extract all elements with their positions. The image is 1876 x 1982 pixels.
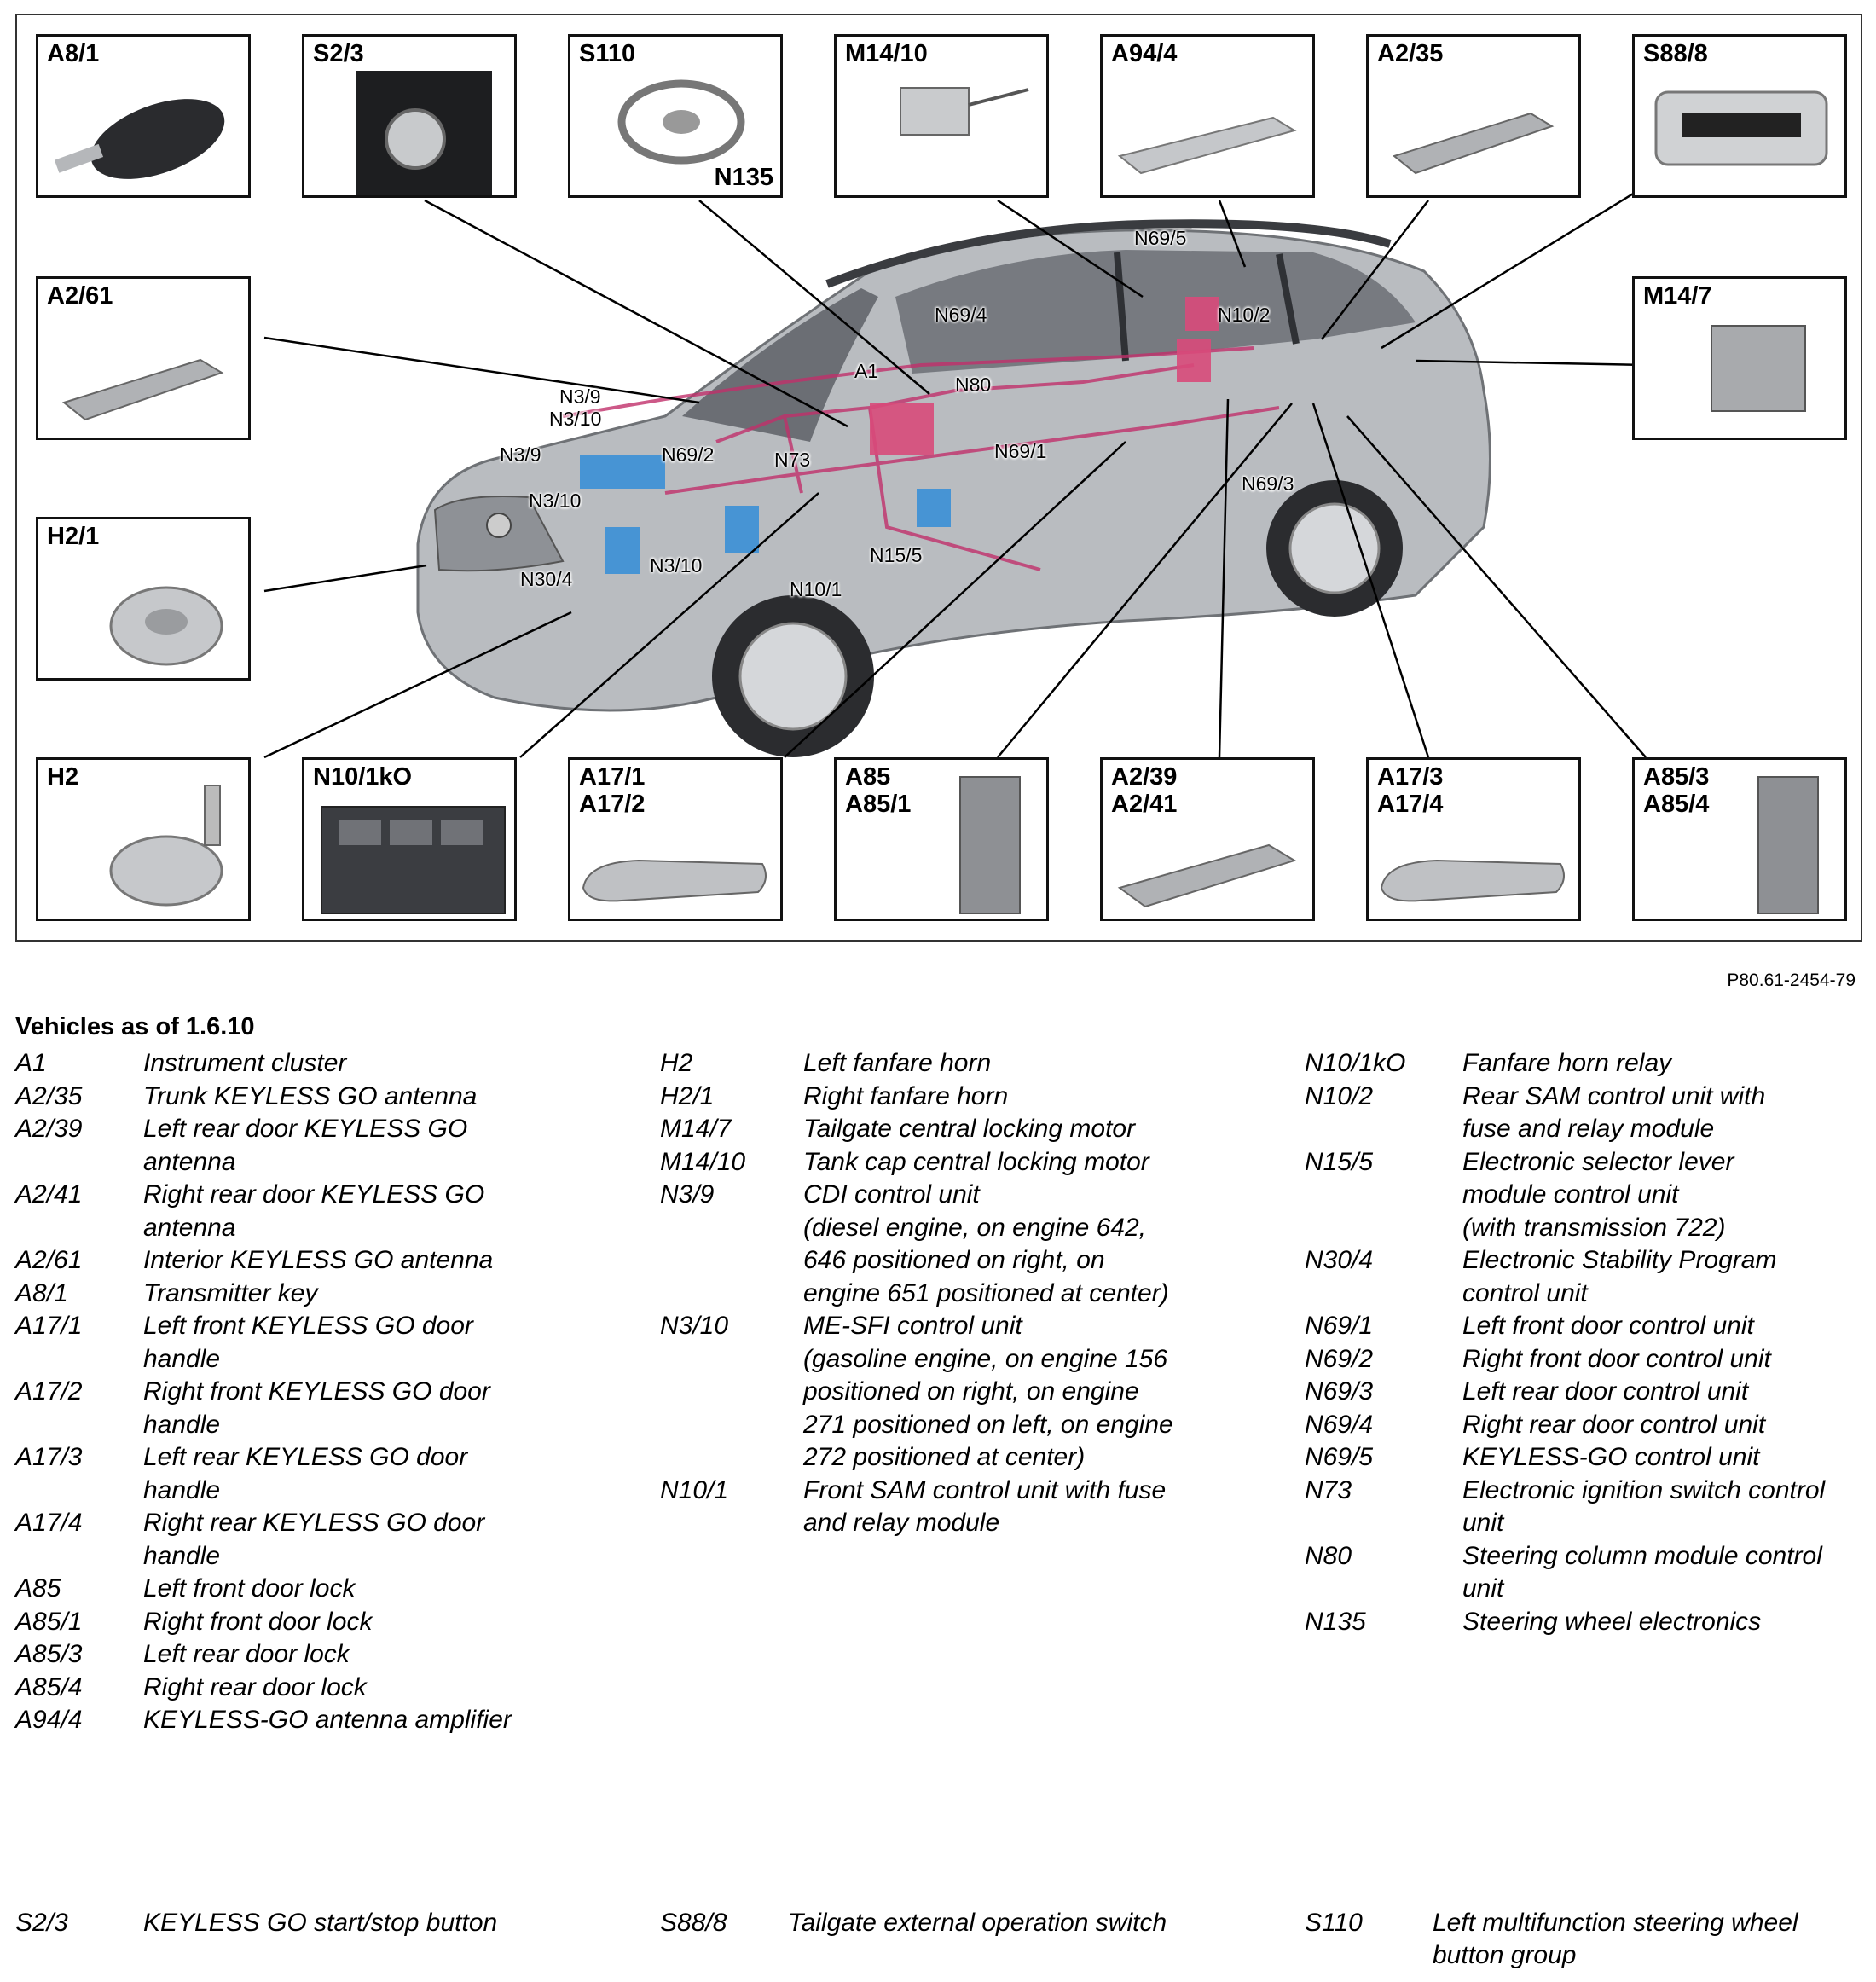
component-label: A2/39 A2/41 xyxy=(1111,763,1178,818)
legend-desc: Transmitter key xyxy=(143,1278,318,1307)
legend-row xyxy=(1305,1441,1876,1475)
component-box-a8-1 xyxy=(36,34,251,198)
legend-desc: Right rear door control unit xyxy=(1462,1410,1766,1439)
component-box-h2-1 xyxy=(36,517,251,681)
component-label: H2/1 xyxy=(47,523,100,550)
legend-row xyxy=(1305,1146,1876,1245)
legend-row xyxy=(15,1376,587,1441)
module-N15-5 xyxy=(917,489,951,527)
legend-row xyxy=(15,1244,587,1278)
component-box-s88-8 xyxy=(1632,34,1847,198)
legend-code: H2 xyxy=(660,1049,693,1077)
legend-row xyxy=(1305,1606,1876,1639)
legend-code: A94/4 xyxy=(15,1706,83,1734)
legend-row xyxy=(15,1573,587,1606)
legend-row xyxy=(15,1672,587,1705)
legend-code: A85/1 xyxy=(15,1607,83,1636)
legend-row xyxy=(15,1507,587,1573)
legend-code: S110 xyxy=(1305,1909,1363,1937)
legend-code: A17/4 xyxy=(15,1509,83,1537)
legend-desc: Electronic Stability Program control unit xyxy=(1462,1246,1777,1307)
component-box-n10-1ko xyxy=(302,757,517,921)
legend-code: A8/1 xyxy=(15,1278,68,1307)
callout-n69-2: N69/2 xyxy=(662,443,715,466)
component-sublabel: N135 xyxy=(714,164,773,191)
legend-code: N10/1 xyxy=(660,1475,729,1504)
legend-desc: Electronic ignition switch control unit xyxy=(1462,1475,1826,1537)
legend-desc: KEYLESS GO start/stop button xyxy=(143,1909,498,1937)
component-box-a17-1-a17-2 xyxy=(568,757,783,921)
callout-n80: N80 xyxy=(955,374,992,396)
legend-code: A17/2 xyxy=(15,1377,83,1405)
component-box-s110 xyxy=(568,34,783,198)
legend-bottom-row xyxy=(15,1907,497,1939)
legend-desc: Left rear door control unit xyxy=(1462,1377,1749,1405)
legend-code: N69/5 xyxy=(1305,1443,1374,1471)
legend-row xyxy=(1305,1376,1876,1409)
legend-code: N135 xyxy=(1305,1607,1366,1636)
component-box-a2-35 xyxy=(1366,34,1581,198)
legend-desc: Left front door control unit xyxy=(1462,1312,1754,1340)
legend-desc: Right front door control unit xyxy=(1462,1344,1771,1373)
module-N10-1 xyxy=(725,506,759,553)
legend-desc: Left multifunction steering wheel button group xyxy=(1433,1909,1798,1969)
component-label: S88/8 xyxy=(1643,40,1708,67)
component-box-a2-39-a2-41 xyxy=(1100,757,1315,921)
legend-row xyxy=(15,1441,587,1507)
component-label: A17/1 A17/2 xyxy=(579,763,646,818)
callout-n15-5: N15/5 xyxy=(870,544,923,566)
legend-row xyxy=(1305,1244,1876,1310)
callout-n3-10: N3/10 xyxy=(529,490,582,512)
legend-row xyxy=(15,1638,587,1672)
legend-desc: KEYLESS-GO control unit xyxy=(1462,1443,1760,1471)
legend-bottom-row xyxy=(660,1907,1167,1939)
module-A1 xyxy=(870,403,934,455)
module-N10-2 xyxy=(1177,339,1211,382)
legend-code: M14/10 xyxy=(660,1147,746,1176)
legend-code: A1 xyxy=(15,1049,47,1077)
legend-desc: Instrument cluster xyxy=(143,1049,347,1077)
component-location-figure xyxy=(15,14,1862,942)
legend-title: Vehicles as of 1.6.10 xyxy=(15,1013,255,1040)
legend-column-1 xyxy=(15,1047,587,1737)
legend-code: A2/35 xyxy=(15,1081,83,1110)
component-label: S2/3 xyxy=(313,40,364,67)
legend-code: H2/1 xyxy=(660,1081,715,1110)
legend-row xyxy=(660,1047,1247,1081)
legend-desc: Right front door lock xyxy=(143,1607,373,1636)
callout-n3-10: N3/10 xyxy=(650,554,703,577)
legend-desc: Right fanfare horn xyxy=(803,1081,1009,1110)
legend-desc: Steering wheel electronics xyxy=(1462,1607,1762,1636)
component-box-a85-3-a85-4 xyxy=(1632,757,1847,921)
legend-desc: Front SAM control unit with fuse and relay module xyxy=(803,1475,1167,1537)
legend-desc: Interior KEYLESS GO antenna xyxy=(143,1246,494,1274)
legend-code: A2/41 xyxy=(15,1180,83,1208)
legend-column-3 xyxy=(1305,1047,1876,1638)
component-label: A17/3 A17/4 xyxy=(1377,763,1444,818)
legend-code: A17/3 xyxy=(15,1443,83,1471)
legend-code: N3/9 xyxy=(660,1180,715,1208)
legend-desc: Left rear KEYLESS GO door handle xyxy=(143,1443,468,1504)
callout-n3-10: N3/10 xyxy=(549,408,602,430)
component-label: A2/35 xyxy=(1377,40,1444,67)
legend-code: N69/4 xyxy=(1305,1410,1374,1439)
legend-row xyxy=(1305,1540,1876,1606)
component-label: M14/10 xyxy=(845,40,928,67)
callout-a1: A1 xyxy=(854,360,879,382)
legend-code: N10/2 xyxy=(1305,1081,1374,1110)
legend-desc: ME-SFI control unit (gasoline engine, on engine 156 positioned on right, on engine 271 positioned on left, on engine 272 positioned at center) xyxy=(803,1312,1173,1471)
legend-code: N69/2 xyxy=(1305,1344,1374,1373)
legend-code: N69/3 xyxy=(1305,1377,1374,1405)
callout-n10-2: N10/2 xyxy=(1218,304,1271,326)
legend-bottom-row xyxy=(1305,1907,1798,1972)
legend-code: N15/5 xyxy=(1305,1147,1374,1176)
legend-desc: Right rear door KEYLESS GO antenna xyxy=(143,1180,485,1242)
legend-code: N30/4 xyxy=(1305,1246,1374,1274)
legend-desc: Tank cap central locking motor xyxy=(803,1147,1149,1176)
callout-n73: N73 xyxy=(774,449,811,471)
legend-row xyxy=(15,1113,587,1179)
component-box-a94-4 xyxy=(1100,34,1315,198)
legend-code: A85 xyxy=(15,1574,61,1602)
component-label: A85/3 A85/4 xyxy=(1643,763,1710,818)
component-box-h2 xyxy=(36,757,251,921)
legend-row xyxy=(1305,1081,1876,1146)
legend-desc: Fanfare horn relay xyxy=(1462,1049,1672,1077)
legend-desc: Rear SAM control unit with fuse and relay module xyxy=(1462,1081,1766,1143)
legend-row xyxy=(660,1081,1247,1114)
legend-desc: Right rear KEYLESS GO door handle xyxy=(143,1509,485,1570)
component-label: N10/1kO xyxy=(313,763,413,791)
callout-n3-9: N3/9 xyxy=(559,385,601,408)
legend-row xyxy=(1305,1310,1876,1343)
legend-row xyxy=(660,1310,1247,1475)
legend-row xyxy=(15,1081,587,1114)
legend-row xyxy=(1305,1343,1876,1376)
legend-row xyxy=(1305,1475,1876,1540)
callout-n69-3: N69/3 xyxy=(1242,472,1294,495)
legend-desc: Left rear door KEYLESS GO antenna xyxy=(143,1115,468,1176)
component-label: A8/1 xyxy=(47,40,100,67)
component-label: S110 xyxy=(579,40,636,67)
legend-code: N80 xyxy=(1305,1541,1352,1570)
callout-n69-5: N69/5 xyxy=(1134,227,1187,249)
component-label: A2/61 xyxy=(47,282,113,310)
legend-code: A85/4 xyxy=(15,1672,83,1701)
legend-code: A17/1 xyxy=(15,1312,83,1340)
legend-desc: Left front door lock xyxy=(143,1574,356,1602)
legend-desc: Steering column module control unit xyxy=(1462,1541,1822,1602)
legend-desc: Tailgate central locking motor xyxy=(803,1115,1136,1143)
legend-row xyxy=(15,1047,587,1081)
legend-desc: CDI control unit (diesel engine, on engine 642, 646 positioned on right, on engine 651 positioned at center) xyxy=(803,1180,1169,1307)
legend-column-2 xyxy=(660,1047,1247,1540)
component-box-a2-61 xyxy=(36,276,251,440)
legend-desc: Left fanfare horn xyxy=(803,1049,992,1077)
callout-n10-1: N10/1 xyxy=(790,578,842,600)
legend-row xyxy=(1305,1047,1876,1081)
legend-code: S2/3 xyxy=(15,1909,68,1937)
component-box-a17-3-a17-4 xyxy=(1366,757,1581,921)
callout-n30-4: N30/4 xyxy=(520,568,573,590)
component-box-s2-3 xyxy=(302,34,517,198)
legend-code: A85/3 xyxy=(15,1640,83,1668)
component-label: A85 A85/1 xyxy=(845,763,912,818)
legend-code: M14/7 xyxy=(660,1115,732,1143)
legend-code: A2/61 xyxy=(15,1246,83,1274)
module-N69-5 xyxy=(1185,297,1219,331)
component-box-a85-a85-1 xyxy=(834,757,1049,921)
figure-reference: P80.61-2454-79 xyxy=(1727,971,1856,990)
legend-row xyxy=(1305,1409,1876,1442)
legend-desc: Right front KEYLESS GO door handle xyxy=(143,1377,490,1439)
legend-code: N3/10 xyxy=(660,1312,729,1340)
callout-n3-9: N3/9 xyxy=(500,443,541,466)
component-label: H2 xyxy=(47,763,79,791)
component-box-m14-7 xyxy=(1632,276,1847,440)
legend-row xyxy=(660,1146,1247,1179)
legend-desc: Left rear door lock xyxy=(143,1640,350,1668)
component-box-m14-10 xyxy=(834,34,1049,198)
legend-code: S88/8 xyxy=(660,1909,727,1937)
legend-desc: Trunk KEYLESS GO antenna xyxy=(143,1081,478,1110)
legend-desc: Right rear door lock xyxy=(143,1672,367,1701)
legend-desc: KEYLESS-GO antenna amplifier xyxy=(143,1706,512,1734)
legend-code: A2/39 xyxy=(15,1115,83,1143)
legend-desc: Electronic selector lever module control unit (with transmission 722) xyxy=(1462,1147,1734,1242)
component-label: M14/7 xyxy=(1643,282,1712,310)
legend-code: N73 xyxy=(1305,1475,1352,1504)
legend-desc: Left front KEYLESS GO door handle xyxy=(143,1312,473,1373)
component-label: A94/4 xyxy=(1111,40,1178,67)
legend-row xyxy=(660,1475,1247,1540)
legend-row xyxy=(15,1310,587,1376)
legend-code: N10/1kO xyxy=(1305,1049,1406,1077)
legend-row xyxy=(660,1113,1247,1146)
legend-desc: Tailgate external operation switch xyxy=(788,1909,1167,1937)
legend-row xyxy=(15,1179,587,1244)
module-N30-4 xyxy=(605,527,640,574)
callout-n69-4: N69/4 xyxy=(935,304,987,326)
module-N3-9 xyxy=(580,455,665,489)
legend-row xyxy=(15,1278,587,1311)
legend-row xyxy=(15,1704,587,1737)
legend-code: N69/1 xyxy=(1305,1312,1374,1340)
legend-row xyxy=(15,1606,587,1639)
callout-n69-1: N69/1 xyxy=(994,440,1047,462)
legend-row xyxy=(660,1179,1247,1310)
